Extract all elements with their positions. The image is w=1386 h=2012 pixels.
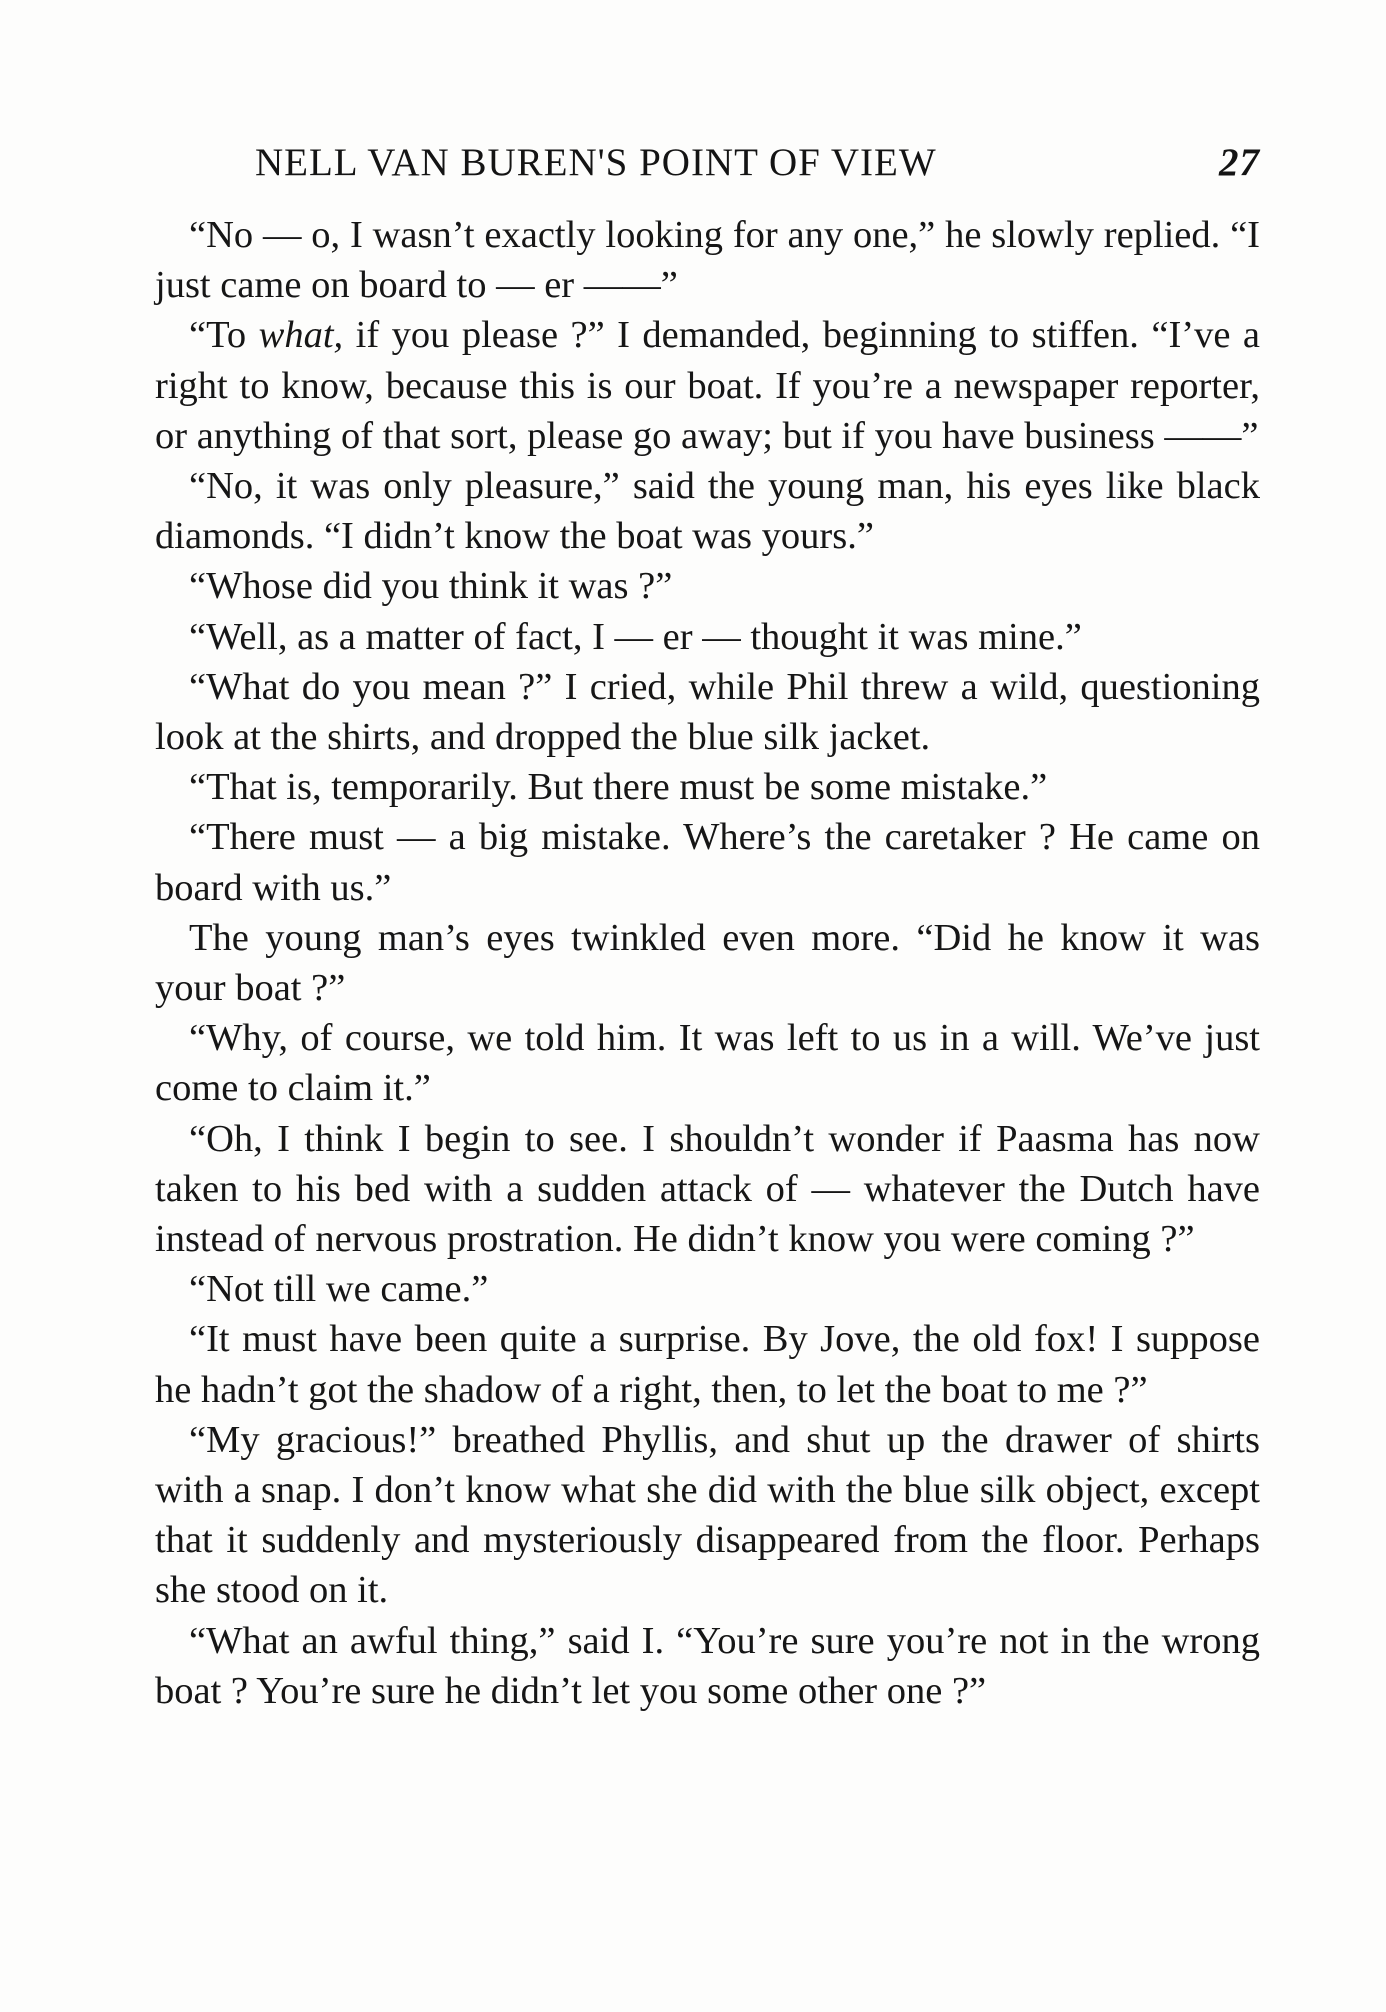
page-header [155, 140, 1260, 200]
paragraph: “What an awful thing,” said I. “You’re sure you’re not in the wrong boat ? You’re sure he didn’t let you some other one ?” [155, 1619, 1260, 1712]
page-number: 27 [1219, 141, 1260, 184]
paragraph: “My gracious!” breathed Phyllis, and shut up the drawer of shirts with a snap. I don’t know what she did with the blue silk object, except that it suddenly and mysteriously disappeared from the floor. Perhaps she stood on it. [155, 1418, 1260, 1612]
paragraph: “That is, temporarily. But there must be some mistake.” [189, 766, 1048, 809]
paragraph: “Well, as a matter of fact, I — er — thought it was mine.” [189, 615, 1082, 658]
paragraph: “It must have been quite a surprise. By Jove, the old fox! I suppose he hadn’t got the shadow of a right, then, to let the boat to me ?” [155, 1318, 1260, 1411]
paragraph: “There must — a big mistake. Where’s the caretaker ? He came on board with us.” [155, 816, 1260, 909]
paragraph: “No, it was only pleasure,” said the young man, his eyes like black diamonds. “I didn’t know the boat was yours.” [155, 465, 1260, 558]
paragraph: “No — o, I wasn’t exactly looking for any one,” he slowly replied. “I just came on board to — er ——” [155, 214, 1260, 307]
running-head: NELL VAN BUREN'S POINT OF VIEW [255, 141, 937, 184]
paragraph: “To what, if you please ?” I demanded, beginning to stiffen. “I’ve a right to know, because this is our boat. If you’re a newspaper reporter, or anything of that sort, please go away; but if you have business ——” [155, 314, 1260, 457]
paragraph: “Why, of course, we told him. It was left to us in a will. We’ve just come to claim it.” [155, 1017, 1260, 1110]
paragraph: “Oh, I think I begin to see. I shouldn’t wonder if Paasma has now taken to his bed with a sudden attack of — whatever the Dutch have instead of nervous prostration. He didn’t know you were coming ?” [155, 1117, 1260, 1261]
italic-emphasis: what, [258, 314, 344, 357]
paragraph: The young man’s eyes twinkled even more. “Did he know it was your boat ?” [155, 916, 1260, 1010]
paragraph: “What do you mean ?” I cried, while Phil threw a wild, questioning look at the shirts, and dropped the blue silk jacket. [155, 665, 1260, 759]
body-text [155, 210, 1260, 1716]
paragraph: “Whose did you think it was ?” [189, 565, 673, 608]
paragraph: “Not till we came.” [189, 1268, 489, 1311]
